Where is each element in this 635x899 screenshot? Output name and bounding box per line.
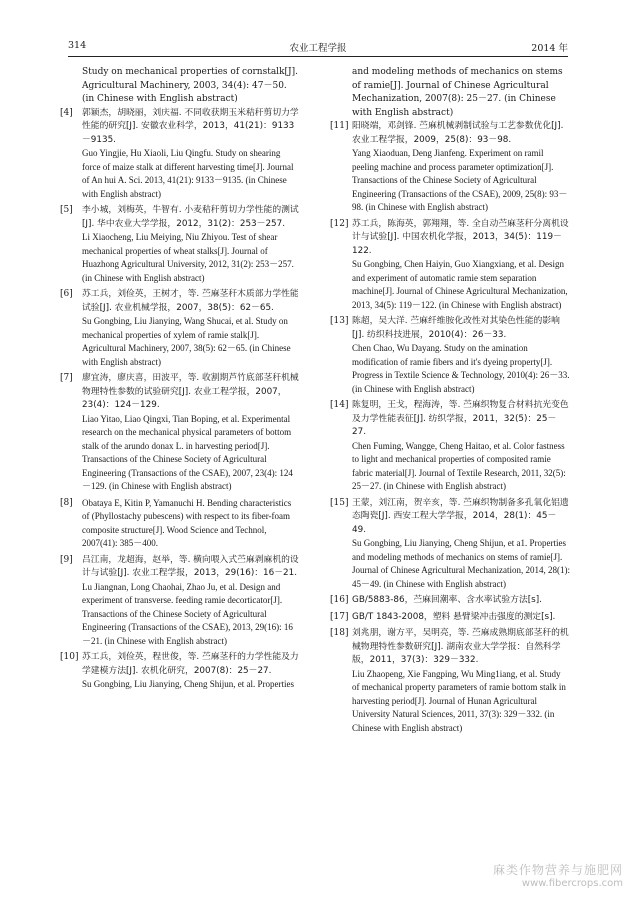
publication-year: 2014 年 bbox=[531, 43, 568, 54]
reference-item bbox=[60, 107, 300, 202]
reference-english: Su Gongbing, Liu Jianying, Cheng Shijun, et a1. Properties and modeling methods of mechanics on stems of ramie[J]. Journal of Chinese Agricultural Mechanization, 2014, 28(1): 45－49. (in Chinese with English abstract) bbox=[352, 538, 570, 589]
reference-number: [10] bbox=[60, 652, 79, 662]
page-number: 314 bbox=[68, 40, 87, 51]
reference-chinese: GB/T 1843-2008，塑料 悬臂梁冲击强度的测定[s]. bbox=[352, 611, 556, 622]
reference-item bbox=[330, 315, 570, 396]
reference-item bbox=[60, 288, 300, 369]
reference-item bbox=[330, 120, 570, 215]
reference-number: [6] bbox=[60, 289, 73, 299]
reference-chinese: 苏工兵，陈海英，郭翔翔，等. 全自动苎麻茎秆分离机设计与试验[J]. 中国农机化学报，2013，34(5)：119－122. bbox=[352, 218, 569, 256]
reference-number: [15] bbox=[330, 497, 349, 508]
reference-english: Li Xiaocheng, Liu Meiying, Niu Zhiyou. Test of shear mechanical properties of wheat stalks[J]. Journal of Huazhong Agricultural University, 2012, 31(2): 253－257. (in Chinese with English abstract) bbox=[82, 232, 294, 283]
reference-item bbox=[330, 611, 570, 625]
reference-chinese: 阳晓端，邓剑锋. 苎麻机械剥制试验与工艺参数优化[J]. 农业工程学报，2009，25(8)：93－98. bbox=[352, 121, 564, 145]
reference-english: Liao Yitao, Liao Qingxi, Tian Boping, et al. Experimental research on the mechanical physical parameters of bottom stalk of the arundo donax L. in harvesting period[J]. Transactions of the Chinese Society of Agricultural Engineering (Transactions of the CSAE), 2007, 23(4): 124－129. (in Chinese with English abstract) bbox=[82, 413, 293, 491]
reference-english: Su Gongbing, Liu Jianying, Cheng Shijun, et al. Properties bbox=[82, 679, 294, 689]
reference-chinese: 李小城，刘梅英，牛智有. 小麦秸秆剪切力学性能的测试[J]. 华中农业大学学报，2012，31(2)：253－257. bbox=[82, 205, 299, 229]
running-header bbox=[68, 40, 568, 54]
reference-number: [13] bbox=[330, 316, 349, 326]
right-column bbox=[330, 66, 570, 738]
reference-english: Obataya E, Kitin P, Yamanuchi H. Bending characteristics of (Phyllostachy pubescens) with respect to its fiber-foam composite structure[J]. Wood Science and Technol, 2007(41): 385－400. bbox=[82, 497, 292, 548]
reference-item bbox=[330, 218, 570, 313]
header-rule bbox=[68, 56, 568, 57]
reference-english: Liu Zhaopeng, Xie Fangping, Wu Ming1iang, et al. Study of mechanical property parameters of ramie bottom stalk in harvesting period[J]. Journal of Hunan Agricultural University Natural Sciences, 2011, 37(3): 329－332. (in Chinese with English abstract) bbox=[352, 668, 566, 733]
reference-item bbox=[330, 399, 570, 494]
reference-item bbox=[60, 372, 300, 494]
reference-number: [16] bbox=[330, 595, 349, 605]
reference-english: Su Gongbing, Chen Haiyin, Guo Xiangxiang, et al. Design and experiment of automatic ramie stem separation machine[J]. Journal of Chinese Agricultural Mechanization, 2013, 34(5): 119－122. (in Chinese with English abstract) bbox=[352, 259, 568, 310]
reference-item bbox=[330, 594, 570, 608]
reference-number: [18] bbox=[330, 628, 349, 638]
reference-item bbox=[60, 204, 300, 285]
reference-chinese: 苏工兵，刘俭英，王树才，等. 苎麻茎秆木质部力学性能试验[J]. 农业机械学报，2007，38(5)：62－65. bbox=[82, 289, 299, 313]
reference-number: [4] bbox=[60, 107, 73, 118]
reference-number: [9] bbox=[60, 554, 73, 565]
reference-item bbox=[60, 554, 300, 649]
reference-chinese: 刘兆朋，谢方平，吴明亮，等. 苎麻成熟期底部茎秆的机械物理特性参数研究[J]. 湖南农业大学学报：自然科学版，2011，37(3)：329－332. bbox=[352, 628, 569, 665]
reference-number: [17] bbox=[330, 611, 349, 622]
reference-chinese: GB/5883-86，苎麻回潮率、含水率试验方法[s]. bbox=[352, 595, 542, 605]
reference-continuation: Study on mechanical properties of cornstalk[J]. Agricultural Machinery, 2003, 34(4): 47－50. (in Chinese with English abstract) bbox=[82, 67, 299, 104]
reference-chinese: 王蒙，刘江南，贺辛亥，等. 苎麻织物制备多孔氧化铝遗态陶瓷[J]. 西安工程大学学报，2014，28(1)：45－49. bbox=[352, 497, 569, 535]
reference-chinese: 廖宜涛，廖庆喜，田波平，等. 收割期芦竹底部茎秆机械物理特性参数的试验研究[J]. 农业工程学报，2007，23(4)：124－129. bbox=[82, 373, 299, 410]
reference-chinese: 吕江南，龙超海，赵举，等. 横向喂入式苎麻剥麻机的设计与试验[J]. 农业工程学报，2013，29(16)：16－21. bbox=[82, 554, 299, 578]
reference-number: [5] bbox=[60, 205, 73, 215]
reference-item bbox=[330, 627, 570, 735]
reference-item bbox=[330, 497, 570, 592]
reference-english: Yang Xiaoduan, Deng Jianfeng. Experiment on ramil peeling machine and process parameter optimization[J]. Transactions of the Chinese Society of Agricultural Engineering (Transactions of the CSAE), 2009, 25(8): 93－98. (in Chinese with English abstract) bbox=[352, 148, 568, 212]
reference-number: [12] bbox=[330, 218, 349, 229]
journal-name: 农业工程学报 bbox=[289, 43, 347, 54]
reference-item bbox=[60, 497, 300, 551]
reference-english: Guo Yingjie, Hu Xiaoli, Liu Qingfu. Study on shearing force of maize stalk at different harvesting time[J]. Journal of An hui A. Sci. 2013, 41(21): 9133－9135. (in Chinese with English abstract) bbox=[82, 148, 294, 199]
reference-item bbox=[60, 651, 300, 692]
reference-english: Su Gongbing, Liu Jianying, Wang Shucai, et al. Study on mechanical properties of xylem of ramie stalk[J]. Agricultural Machinery, 2007, 38(5): 62－65. (in Chinese with English abstract) bbox=[82, 316, 291, 367]
reference-continuation: and modeling methods of mechanics on stems of ramie[J]. Journal of Chinese Agricultural Mechanization, 2007(8): 25－27. (in Chinese with English abstract) bbox=[352, 67, 563, 118]
reference-number: [11] bbox=[330, 121, 349, 131]
reference-english: Chen Fuming, Wangge, Cheng Haitao, et al. Color fastness to light and mechanical properties of composited ramie fabric material[J]. Journal of Textile Research, 2011, 32(5): 25－27. (in Chinese with English abstract) bbox=[352, 440, 566, 491]
site-watermark: 麻类作物营养与施肥网 www.fibercrops.com bbox=[492, 863, 623, 889]
reference-chinese: 陈超，吴大洋. 苎麻纤维胺化改性对其染色性能的影响[J]. 纺织科技进展，2010(4)：26－33. bbox=[352, 316, 560, 340]
left-column bbox=[60, 66, 300, 695]
reference-number: [8] bbox=[60, 497, 73, 508]
reference-number: [14] bbox=[330, 400, 349, 410]
reference-chinese: 陈复明，王戈，程海涛，等. 苎麻织物复合材料抗光变色及力学性能表征[J]. 纺织学报，2011，32(5)：25－27. bbox=[352, 400, 569, 437]
reference-number: [7] bbox=[60, 373, 73, 383]
reference-english: Chen Chao, Wu Dayang. Study on the amination modification of ramie fibers and it's dyeing property[J]. Progress in Textile Science & Technology, 2010(4): 26－33. (in Chinese with English abstract) bbox=[352, 343, 570, 394]
reference-chinese: 郭颖杰，胡晓丽，刘庆福. 不同收获期玉米秸秆剪切力学性能的研究[J]. 安徽农业科学，2013，41(21)：9133－9135. bbox=[82, 107, 299, 145]
reference-chinese: 苏工兵，刘俭英，程世俊，等. 苎麻茎秆的力学性能及力学建模方法[J]. 农机化研究，2007(8)：25－27. bbox=[82, 652, 299, 676]
reference-english: Lu Jiangnan, Long Chaohai, Zhao Ju, et al. Design and experiment of transverse. feeding ramie decorticator[J]. Transactions of the Chinese Society of Agricultural Engineering (Transactions of the CSAE), 2013, 29(16): 16－21. (in Chinese with English abstract) bbox=[82, 581, 293, 646]
